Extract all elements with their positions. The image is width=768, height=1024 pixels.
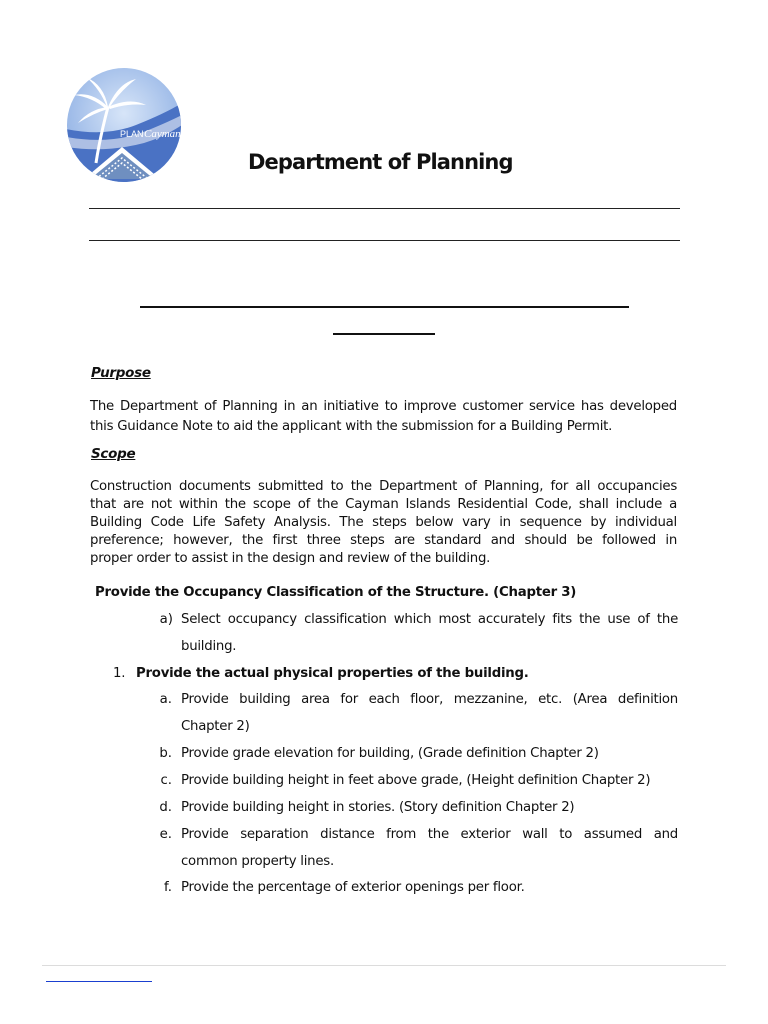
- occupancy-heading: Provide the Occupancy Classification of the Structure. (Chapter 3): [95, 585, 577, 600]
- scope-line-5: proper order to assist in the design and review of the building.: [90, 551, 491, 566]
- physical-heading: Provide the actual physical properties of the building.: [136, 666, 529, 681]
- physical-number: 1.: [113, 666, 126, 681]
- occupancy-item-a-line-2: building.: [181, 639, 237, 654]
- occupancy-item-a-marker: a): [159, 612, 173, 627]
- physical-item-a-line-1: Provide building area for each floor, mezzanine, etc. (Area definition: [181, 692, 678, 707]
- physical-item-a-marker: a.: [159, 692, 172, 707]
- physical-item-f-marker: f.: [164, 880, 172, 895]
- logo-text-plan: PLAN: [120, 129, 144, 139]
- header-rule-top: [89, 208, 680, 209]
- physical-item-c-line-1: Provide building height in feet above grade, (Height definition Chapter 2): [181, 773, 651, 788]
- physical-item-e-line-2: common property lines.: [181, 854, 334, 869]
- page-title: Department of Planning: [248, 150, 513, 174]
- physical-item-e-line-1: Provide separation distance from the exterior wall to assumed and: [181, 827, 678, 842]
- physical-item-d-marker: d.: [159, 800, 172, 815]
- physical-item-b-marker: b.: [159, 746, 172, 761]
- plan-cayman-logo: [66, 67, 182, 183]
- scope-line-1: Construction documents submitted to the Department of Planning, for all occupancies: [90, 479, 677, 494]
- physical-item-d-line-1: Provide building height in stories. (Story definition Chapter 2): [181, 800, 575, 815]
- physical-item-e-marker: e.: [159, 827, 172, 842]
- footer-separator: [42, 965, 726, 966]
- subtitle-blank-line: [333, 333, 435, 335]
- scope-line-4: preference; however, the first three steps are standard and should be followed in: [90, 533, 677, 548]
- purpose-heading: Purpose: [91, 365, 151, 381]
- scope-line-3: Building Code Life Safety Analysis. The steps below vary in sequence by individual: [90, 515, 677, 530]
- occupancy-item-a-line-1: Select occupancy classification which most accurately fits the use of the: [181, 612, 678, 627]
- scope-line-2: that are not within the scope of the Cayman Islands Residential Code, shall include a: [90, 497, 677, 512]
- physical-item-c-marker: c.: [160, 773, 172, 788]
- header-rule-bottom: [89, 240, 680, 241]
- footnote-link-rule[interactable]: [46, 981, 152, 982]
- purpose-line-1: The Department of Planning in an initiative to improve customer service has developed: [90, 399, 677, 414]
- purpose-line-2: this Guidance Note to aid the applicant with the submission for a Building Permit.: [90, 419, 613, 434]
- physical-item-b-line-1: Provide grade elevation for building, (Grade definition Chapter 2): [181, 746, 599, 761]
- logo-text-cayman: Cayman: [144, 128, 181, 140]
- title-blank-line: [140, 306, 629, 308]
- physical-item-f-line-1: Provide the percentage of exterior openings per floor.: [181, 880, 525, 895]
- physical-item-a-line-2: Chapter 2): [181, 719, 250, 734]
- scope-heading: Scope: [91, 446, 136, 462]
